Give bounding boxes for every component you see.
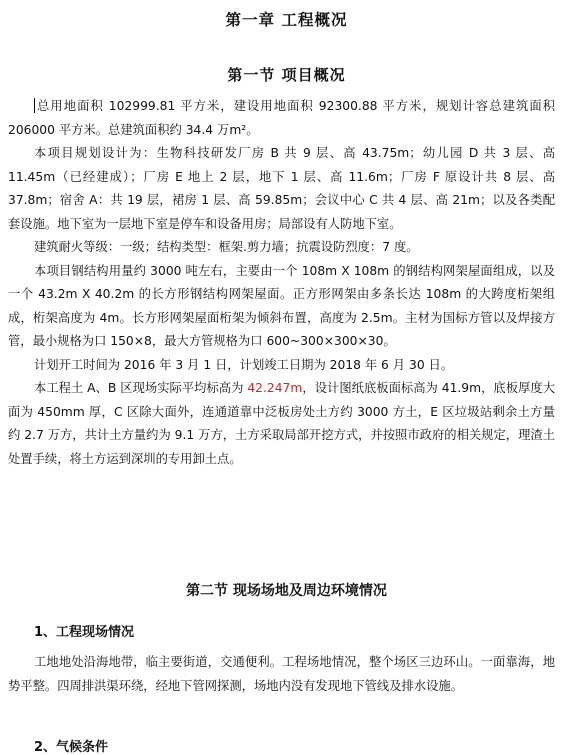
- subsection-title-climate: 2、气候条件: [34, 740, 109, 755]
- chapter-title: 第一章 工程概况: [225, 11, 348, 29]
- section-title: 第一节 项目概况: [227, 66, 346, 84]
- paragraph-schedule: 计划开工时间为 2016 年 3 月 1 日，计划竣工日期为 2018 年 6 月 30 日。: [34, 357, 454, 372]
- section1-body: [8, 95, 555, 471]
- highlighted-elevation: 42.247m: [247, 381, 303, 395]
- paragraph-steel-structure: 本项目钢结构用量约 3000 吨左右，主要由一个 108m X 108m 的钢结构网架屋面组成，以及一个 43.2m X 40.2m 的长方形钢结构网架屋面。正方形网架由多条长达 108m 的大跨度桁架组成，桁架高度为 4m。长方形网架屋面桁架为倾斜布置，高度为 2.5m。主材为国标方管以及焊接方管，最小规格为口 150×8，最大方管规格为口 600~300×300×30。: [8, 263, 555, 348]
- paragraph-site: 工地地处沿海地带，临主要街道，交通便利。工程场地情况，整个场区三边环山。一面靠海，地势平整。四周排洪渠环绕，经地下管网探测，场地内没有发现地下管线及排水设施。: [8, 655, 555, 693]
- paragraph-earthwork: 本工程土 A、B 区现场实际平均标高为 42.247m，设计图纸底板面标高为 41.9m，底板厚度大面为 450mm 厚，C 区除大面外，连通道靠中泛板房处土方约 3000 方土，E 区垃圾站剩余土方量约 2.7 万方，共计土方量约为 9.1 万方，土方采取局部开挖方式，并按照市政府的相关规定，理渣土处置手续，将土方运到深圳的专用卸土点。: [8, 381, 555, 466]
- paragraph-fire-rating: 建筑耐火等级：一级；结构类型：框架.剪力墙；抗震设防烈度：7 度。: [34, 240, 419, 254]
- section2-body: [8, 651, 555, 698]
- section-title-2: 第二节 现场场地及周边环境情况: [186, 583, 387, 599]
- paragraph-design: 本项目规划设计为：生物科技研发厂房 B 共 9 层、高 43.75m；幼儿园 D 共 3 层、高 11.45m（已经建成）；厂房 E 地上 2 层，地下 1 层、高 11.6m；厂房 F 原设计共 8 层、高 37.8m；宿舍 A：共 19 层，裙房 1 层、高 59.85m；会议中心 C 共 4 层、高 21m；以及各类配套设施。地下室为一层地下室是停车和设备用房；局部设有人防地下室。: [8, 146, 555, 231]
- subsection-title-site: 1、工程现场情况: [34, 625, 135, 640]
- text-cursor: [34, 98, 35, 113]
- paragraph-area: 总用地面积 102999.81 平方米，建设用地面积 92300.88 平方米，规划计容总建筑面积 206000 平方米。总建筑面积约 34.4 万m²。: [8, 99, 555, 137]
